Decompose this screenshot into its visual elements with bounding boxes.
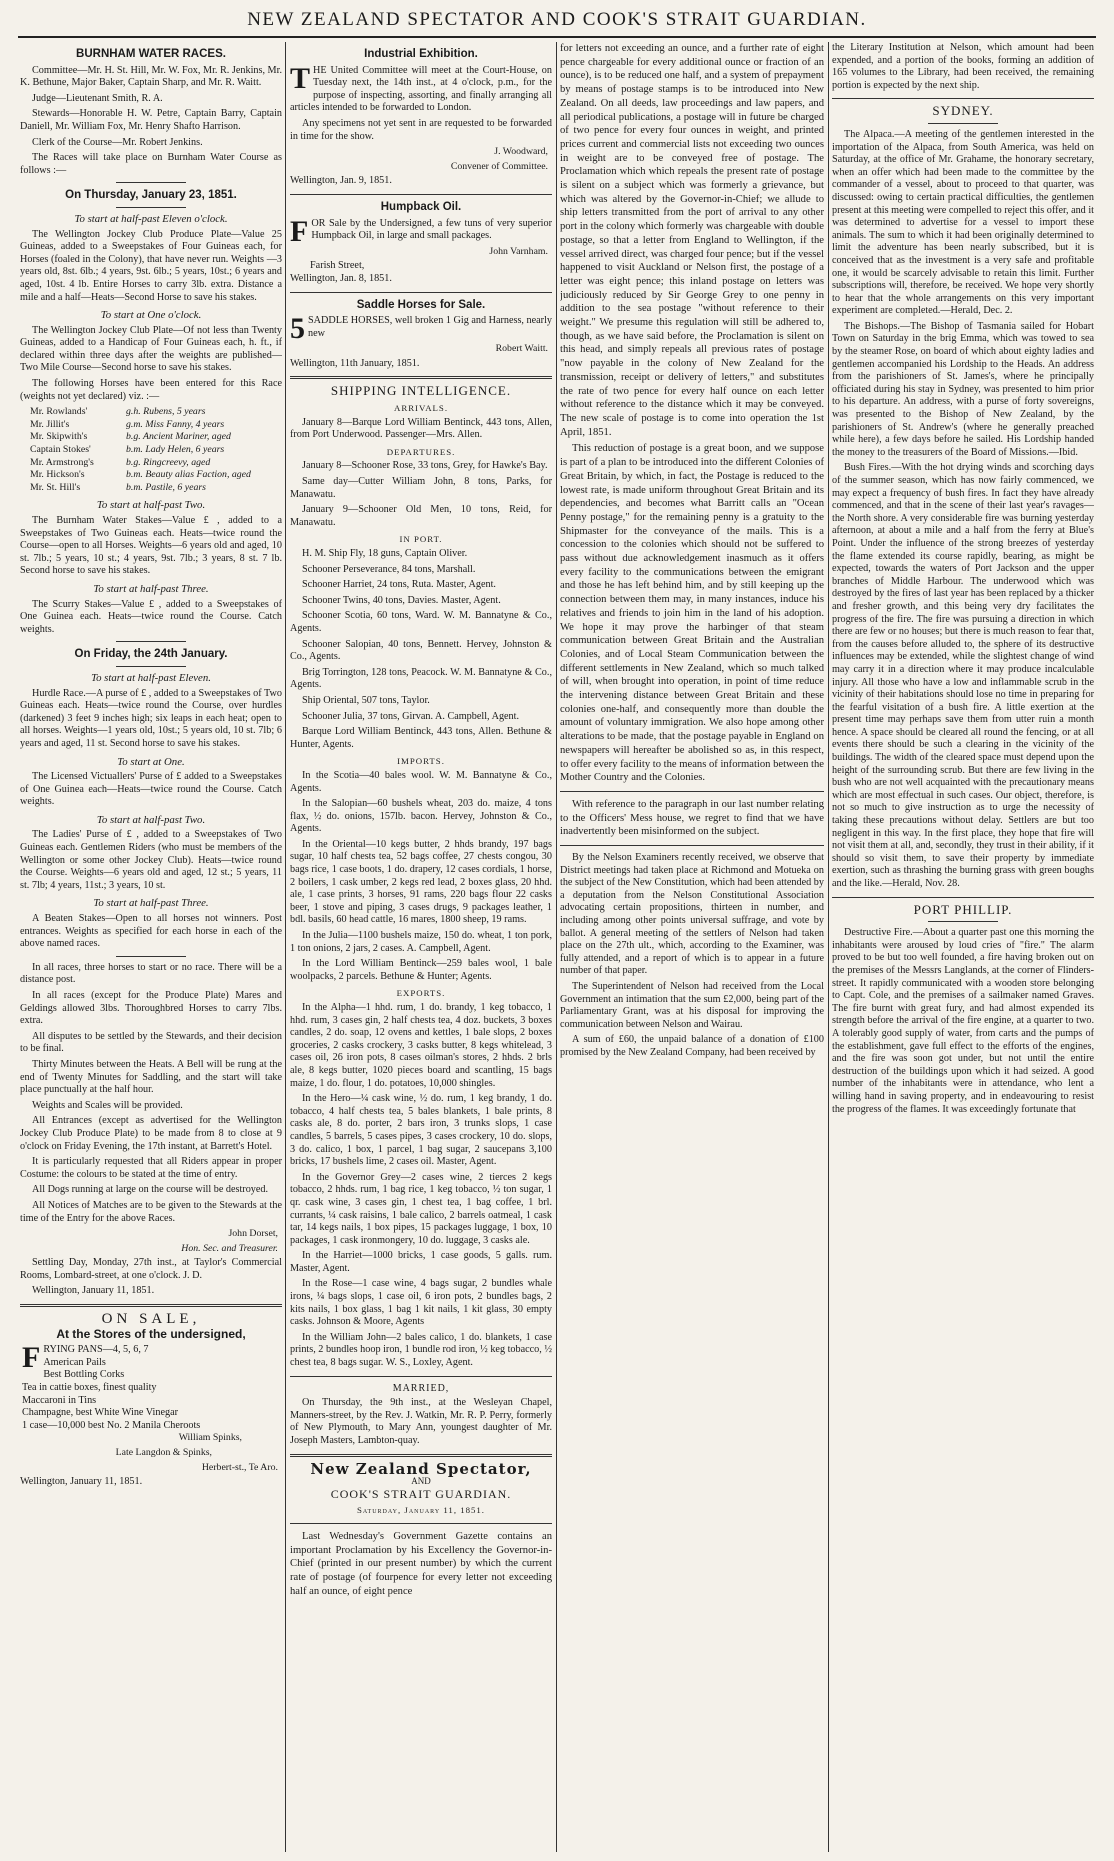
import-entry: In the Scotia—40 bales wool. W. M. Bannatyne & Co., Agents. [290,769,552,794]
departures-heading: DEPARTURES. [386,446,456,457]
race-rule: In all races (except for the Produce Plate) Mares and Geldings allowed 3lbs. Thoroughbred Horses to carry 7lbs. extra. [20,990,282,1027]
arrivals-heading: ARRIVALS. [393,403,449,414]
race-entry: Hurdle Race.—A purse of £ , added to a Sweepstakes of Two Guineas each. Heats—twice round the Course, over hurdles (darkened) 3 feet 9 inches high; six leaps in each heat; open to all horses. Weights—1 years old, 10st.; 5 years old, 10 st. 7lb; 6 years and aged, 11 st. Second horse to save his stakes. [20,687,282,749]
column-divider [556,42,557,1852]
export-entry: In the Alpha—1 hhd. rum, 1 do. brandy, 1 keg tobacco, 1 hhd. rum, 3 cases gin, 2 half chests tea, 4 doz. buckets, 3 boxes candles, 2 do. soap, 12 ovens and kettles, 1 bale slops, 2 boxes groceries, 2 casks crockery, 3 casks butter, 8 kegs whitelead, 3 cases oil, 26 iron pots, 8 cases oilman's stores, 2 hhds. 2 brls ale, 8 kegs butter, 1020 pieces board and scantling, 15 bags maize, 1 do. flour, 1 do. potatoes, 10,000 shingles. [290,1002,552,1089]
port-entry: Barque Lord William Bentinck, 443 tons, Allen. Bethune & Hunter, Agents. [290,726,552,750]
port-entry: Ship Oriental, 507 tons, Taylor. [302,694,430,706]
mess-correction: With reference to the paragraph in our last number relating to the Officers' Mess house, we regret to find that we have inadvertently been misinformed on the subject. [560,798,824,838]
column-3 [560,42,824,1852]
divider [20,1304,282,1307]
list-item: Mr. Jillit's g.m. Miss Fanny, 4 years [30,418,225,430]
exhibition-title: Industrial Exhibition. [364,48,478,60]
race-rule: It is particularly requested that all Riders appear in proper Costume: the colours to be stated at the time of entry. [20,1156,282,1180]
start-time: To start at One. [117,755,185,768]
races-place: The Races will take place on Burnham Water Course as follows :— [20,152,282,176]
list-item: Tea in cattie boxes, finest quality [22,1382,157,1394]
settling-day: Settling Day, Monday, 27th inst., at Taylor's Commercial Rooms, Lombard-street, at one o'clock. J. D. [20,1257,282,1281]
race-rule: All Entrances (except as advertised for the Wellington Jockey Club Produce Plate) to be made from 8 to close at 9 o'clock on Friday Evening, the 17th instant, at Barrett's Hotel. [20,1115,282,1152]
race-rule: In all races, three horses to start or no race. There will be a distance post. [20,961,282,986]
divider [832,98,1094,99]
married-heading: MARRIED, [392,1382,450,1394]
race-rule: All disputes to be settled by the Stewards, and their decision to be final. [20,1030,282,1055]
editorial-lead: Last Wednesday's Government Gazette contains an important Proclamation by his Excellency the Governor-in-Chief (printed in our present number) by which the current rate of postage (of fourpence for every letter not exceeding half an ounce, of eight pence [290,1530,552,1597]
shipping-title: SHIPPING INTELLIGENCE. [330,383,512,399]
start-time: To start at half-past Eleven. [91,671,211,684]
race-day-2: On Friday, the 24th January. [74,648,228,661]
paper-date: Saturday, January 11, 1851. [356,1505,486,1516]
races-judge: Judge—Lieutenant Smith, R. A. [32,92,163,104]
signature-name: John Dorset, [228,1228,278,1240]
divider [560,791,824,792]
divider [290,1454,552,1457]
export-entry: In the William John—2 bales calico, 1 do. blankets, 1 case prints, 2 bundles hoop iron, 1 bundle rod iron, ½ keg tobacco, ½ chest tea, 8 bags sugar. W. S., Loxley, Agent. [290,1331,552,1369]
start-time: To start at half-past Eleven o'clock. [74,212,228,225]
horses-sale-notice: 5 SADDLE HORSES, well broken 1 Gig and Harness, nearly new [290,312,552,346]
horses-entered: The following Horses have been entered for this Race (weights not yet declared) viz. :— [20,378,282,402]
exhibition-notice: Any specimens not yet sent in are requested to be forwarded in time for the show. [290,117,552,142]
signature-name: J. Woodward, [494,146,548,158]
divider [928,921,998,922]
column-divider [285,42,286,1852]
sale-signature: Herbert-st., Te Aro. [201,1461,278,1473]
imports-heading: IMPORTS. [397,756,445,767]
divider [290,194,552,195]
races-stewards: Stewards—Honorable H. W. Petre, Captain Barry, Captain Daniell, Mr. William Fox, Mr. Henry Shafto Harrison. [20,108,282,132]
column-4 [832,42,1094,1852]
port-entry: H. M. Ship Fly, 18 guns, Captain Oliver. [302,548,468,559]
port-entry: Schooner Twins, 40 tons, Davies. Master, Agent. [302,594,501,606]
arrival-entry: January 8—Barque Lord William Bentinck, 443 tons, Allen, from Port Underwood. Passenger—Mrs. Allen. [290,416,552,441]
port-entry: Schooner Julia, 37 tons, Girvan. A. Campbell, Agent. [302,710,520,722]
dateline: Wellington, Jan. 8, 1851. [290,272,392,284]
race-entry: The Burnham Water Stakes—Value £ , added to a Sweepstakes of Two Guineas each. Heats—twice round the Course—open to all Horses. Weights—6 years old and aged, 10 st. 7lb.; 5 years, 10 st.; 4 years, 9st. 7lb.; 3 years, 8 st. 7 lb. Second horse to save his stakes. [20,515,282,577]
races-title: BURNHAM WATER RACES. [76,48,226,60]
port-phillip-heading: PORT PHILLIP. [913,901,1013,917]
list-item: Mr. Hickson's b.m. Beauty alias Faction, aged [30,469,251,481]
masthead-rule [18,36,1096,38]
signature-name: Robert Waitt. [495,343,548,355]
start-time: To start at half-past Three. [93,582,209,595]
sale-subheading: At the Stores of the undersigned, [56,1326,246,1341]
divider [116,956,186,957]
divider [832,897,1094,898]
races-committee: Committee—Mr. H. St. Hill, Mr. W. Fox, Mr. R. Jenkins, Mr. K. Bethune, Major Baker, Captain Sharp, and Mr. R. Waitt. [20,64,282,89]
export-entry: In the Hero—¼ cask wine, ½ do. rum, 1 keg brandy, 1 do. tobacco, 4 half chests tea, 5 bales blankets, 1 bale prints, 8 casks ale, 8 do. porter, 2 bars iron, 3 trunks slops, 1 case candles, 5 barrels, 5 cases pipes, 3 cases crockery, 10 do. slops, 3 do. calico, 1 box, 1 parcel, 1 bag sugar, 2 saucepans 3,100 bricks, 17 bushels lime, 2 cases oil. Master, Agent. [290,1093,552,1168]
export-entry: In the Governor Grey—2 cases wine, 2 tierces 2 kegs tobacco, 2 hhds. rum, 1 bag rice, 1 keg tobacco, ½ ton sugar, 1 qr. cask wine, 3 cases gin, 1 chest tea, 1 bag coffee, 1 brl. currants, ¼ cask raisins, 1 bale calico, 2 barrels oatmeal, 1 cask tar, 14 kegs nails, 1 box pipes, 15 packages luggage, 1 box, 10 packages, 1 cask ironmongery, 10 do. luggage, 3 casks ale. [290,1171,552,1246]
column-2 [290,42,552,1852]
signature-title: Hon. Sec. and Treasurer. [181,1242,278,1254]
paper-and: AND [411,1476,431,1487]
oil-notice: FOR Sale by the Undersigned, a few tuns of very superior Humpback Oil, in large and small packages. [290,214,552,248]
address: Farish Street, [310,260,365,272]
race-rule: All Dogs running at large on the course will be destroyed. [32,1184,269,1196]
departure-entry: January 8—Schooner Rose, 33 tons, Grey, for Hawke's Bay. [302,460,548,472]
start-time: To start at half-past Two. [96,499,206,512]
list-item: 1 case—10,000 best No. 2 Manila Cheroots [22,1419,201,1431]
divider [116,666,186,667]
divider [116,641,186,642]
paper-title: New Zealand Spectator, [310,1459,532,1478]
editorial-paragraph: for letters not exceeding an ounce, and a further rate of eight pence chargeable for every additional ounce or fraction of an ounce), is to be reduced one half, and a system of prepayment by means of postage stamps is to be introduced into New Zealand. On all deeds, law proceedings and law papers, and all periodical publications, a postage will in future be charged of two pence for every four ounces in weight, and printed prices current and commercial lists not exceeding two ounces in weight are to be conveyed free of postage. The Proclamation which which repeals the present rate of postage is silent on a subject which was formerly a grievance, but which was altered by the Governor-in-Chief; we allude to ship letters transmitted from the port of arrival to any other port in the colony which formerly was chargeable with double postage, so that a letter from England to Wellington, if the vessel arrived direct, was charged four pence; but if the vessel happened to visit Auckland or Nelson first, the postage of a letter was eight pence; this inland postage on letters was judiciously reduced by Sir George Grey to one penny in addition to the sea postage "without reference to their weight." We presume this regulation will still be adhered to, though, as we have said before, the Proclamation is silent on this head, and simply repeals all previous rates of postage "now payable in the colony of New Zealand for the transmission, receipt or delivery of letters," and substitutes the rate of two pence for every half ounce on each letter without reference to the distance which it may be conveyed. The new scale of postage is to come into operation the 1st April, 1851. [560,43,824,438]
sydney-heading: SYDNEY. [932,103,994,119]
export-entry: In the Harriet—1000 bricks, 1 case goods, 5 galls. rum. Master, Agent. [290,1250,552,1274]
import-entry: In the Lord William Bentinck—259 bales wool, 1 bale woolpacks, 2 parcels. Bethune & Hunter; Agents. [290,958,552,982]
column-1 [20,42,282,1852]
horses-sale-title: Saddle Horses for Sale. [356,298,486,311]
list-item: Champagne, best White Wine Vinegar [22,1407,178,1419]
start-time: To start at One o'clock. [100,309,202,322]
dateline: Wellington, 11th January, 1851. [290,357,420,369]
divider [290,292,552,293]
nelson-paragraph: The Superintendent of Nelson had received from the Local Government an intimation that the sum £2,000, being part of the Parliamentary Grant, was at his disposal for improving the communication between Nelson and Wairau. [560,981,824,1030]
newspaper-page [18,42,1096,1852]
oil-title: Humpback Oil. [380,200,462,213]
signature-title: Convener of Committee. [450,160,548,172]
race-rule: Weights and Scales will be provided. [32,1099,183,1111]
list-item: Mr. St. Hill's b.m. Pastile, 6 years [30,481,206,493]
race-rule: Thirty Minutes between the Heats. A Bell will be rung at the end of Twenty Minutes for Saddling, and the start will take place punctually at the half hour. [20,1058,282,1096]
list-item: Mr. Armstrong's b.g. Ringcreevy, aged [30,456,211,468]
column-divider [828,42,829,1852]
race-entry: The Licensed Victuallers' Purse of £ added to a Sweepstakes of One Guinea each—Heats—twice round the Course. Catch weights. [20,771,282,808]
masthead: NEW ZEALAND SPECTATOR AND COOK'S STRAIT GUARDIAN. [247,9,867,30]
start-time: To start at half-past Two. [96,813,206,826]
divider [116,182,186,183]
race-entry: The Ladies' Purse of £ , added to a Sweepstakes of Two Guineas each. Gentlemen Riders (who must be members of the Wellington or some other Jockey Club). Heats—twice round the Course. Weights—6 years old and aged, 12 st.; 5 years, 11 st. 7lb; 4 years, 11st.; 3 years, 10 st. [20,829,282,891]
sale-heading: ON SALE, [101,1311,201,1328]
exhibition-notice: THE United Committee will meet at the Court-House, on Tuesday next, the 14th inst., at 4 o'clock, p.m., for the purpose of inspecting, assorting, and finally arranging all articles intended to be forwarded to London. [290,61,552,114]
import-entry: In the Salopian—60 bushels wheat, 203 do. maize, 4 tons flax, ½ do. onions, 157lb. bacon. Hervey, Johnston & Co., Agents. [290,798,552,835]
list-item: Best Bottling Corks [43,1369,125,1381]
departure-entry: January 9—Schooner Old Men, 10 tons, Reid, for Manawatu. [290,504,552,528]
race-entry: The Scurry Stakes—Value £ , added to a Sweepstakes of One Guinea each. Heats—twice round the Course. Catch weights. [20,598,282,635]
race-day-1: On Thursday, January 23, 1851. [65,189,237,202]
marriage-notice: On Thursday, the 9th inst., at the Wesleyan Chapel, Manners-street, by the Rev. J. Watkin, Mr. R. P. Perry, formerly of New Plymouth, to Mary Ann, youngest daughter of Mr. Joseph Masters, Lambton-quay. [290,1397,552,1446]
horse-list [30,406,282,494]
exports-heading: EXPORTS. [396,988,446,999]
sale-signature: Late Langdon & Spinks, [115,1447,212,1458]
nelson-paragraph: By the Nelson Examiners recently received, we observe that District meetings had taken place at Richmond and Motueka on the subject of the New Constitution, which had been attended by a deputation from the Nelson Constitutional Association advocating certain propositions, thirteen in number, and including among other points universal suffrage, and vote by ballot. A general meeting of the settlers of Nelson had taken place on the 27th ult., which, according to the Examiner, was fully attended, and a report of which is to appear in a future number of that paper. [560,852,824,977]
sydney-fires: Bush Fires.—With the hot drying winds and scorching days of the summer season, which has now fairly commenced, we may expect a frequency of bush fires. In fact they have already commenced, and that in the scene of their last year's ravages—the North shore. A very considerable fire was burning yesterday afternoon, at about a mile and a half from the ferry at Blue's Point. Under the influence of the strong breezes of yesterday the flame extended its course rapidly, bearing, as might be expected, towards the waters of Port Jackson and the upper branches of Middle Harbour. The underwood which was destroyed by the fires of last year has been replaced by a thicker and fresher growth, and this being very dry facilitates the progress of the fire. The fire was pursuing a direction in which there are few or no houses; but there is much reason to fear that, from the causes before alluded to, the sphere of its destructive influences may be extended, while the slightest change of wind may carry it in a direction where it may produce incalculable injury. All those who have a low and inflammable scrub in the vicinity of their habitations should lose no time in preparing for the fearful visitation of a bush fire. A little exertion at the present time may perhaps save them from utter ruin a month hence. A space should be cleared all round the fencing, or at all events there should be such a clearing in the vicinity of the buildings. The width of the cleared space must depend upon the height of the surrounding scrub. But there are few living in the bush who are not well acquainted with the precautionary means which are most effectual in such cases. Our object, therefore, is not so much to give instruction as to urge the necessity of taking these precautions without delay. Settlers are but too negligent in this way. In the first place, they hope that fire will not visit them at all, and, secondly, they trust in their ability, if it should so visit them, to save their property by immediate exertion, such as thrashing the burning grass with green boughs and the like.—Herald, Nov. 28. [832,462,1094,889]
sydney-bishops: The Bishops.—The Bishop of Tasmania sailed for Hobart Town on Saturday in the brig Emma, which was towed to sea by the steamer Rose, on board of which about eighty ladies and gentlemen accompanied his Lordship to the Heads. An address from the parishioners of St. James's, where he principally officiated during his stay in Sydney, was presented to him prior to his departure. An address, with a purse of forty sovereigns, was presented to the Bishop of New Zealand, by the parishioners of St. Andrew's (where he generally preached while here), a few days before he sailed. His Lordship handed the money to the treasurers of the Board of Missions.—Ibid. [832,320,1094,458]
editorial-paragraph: This reduction of postage is a great boon, and we suppose is part of a plan to be introduced into the different Colonies of Great Britain, by which, in fact, the Postage is reduced to the lowest rate, is made uniform throughout Great Britain and its dependencies, and becomes what Barritt calls an "Ocean Penny postage," for the remaining penny is a gratuity to the Shipmaster for the conveyance of the mails. This is a concession to the colonies which should not be suffered to pass without due acknowledgement inasmuch as it offers every facility to the communications between the emigrant and those he has left behind him, and by still keeping up the connection between them may, in many instances, induce his relatives and friends to join him in the land of his adoption. We hope it may prove the harbinger of that steam communication between Great Britain and the Australian Colonies, and of Local Steam Communication between the different settlements in New Zealand, which so much talked of will, when brought into operation, in point of time reduce the intervening distance between Great Britain and these colonies one-half, and consequently more than double the amount of voluntary immigration. We also hope among other alterations to be made, that the postage payable in England on newspapers will hereafter be abolished so as, in this respect, to offer every facility to the means of information between the Mother Country and the Colonies. [560,443,824,784]
port-entry: Schooner Salopian, 40 tons, Bennett. Hervey, Johnston & Co., Agents. [290,638,552,663]
races-clerk: Clerk of the Course—Mr. Robert Jenkins. [32,136,203,148]
divider [116,207,186,208]
list-item: American Pails [43,1356,106,1368]
sale-signature: William Spinks, [178,1432,242,1444]
list-item: RYING PANS—4, 5, 6, 7 [43,1344,149,1356]
drop-cap: F [22,1341,41,1375]
paper-subtitle: COOK'S STRAIT GUARDIAN. [330,1486,512,1501]
divider [290,1376,552,1377]
race-entry: The Wellington Jockey Club Produce Plate—Value 25 Guineas, added to a Sweepstakes of Four Guineas each, for Horses (foaled in the Colony), that have never run. Weights —3 years old, 8st. 6lb.; 4 years, 9st. 6lb.; 5 years, 10st.; 6 years and aged, 10st. 4 lb. Entire Horses to carry 3lb. extra. Distance a mile and a half—Heats—Second Horse to save his stakes. [20,228,282,303]
divider [560,845,824,846]
signature-name: John Varnham. [489,245,548,257]
dateline: Wellington, Jan. 9, 1851. [290,175,392,187]
export-entry: In the Rose—1 case wine, 4 bags sugar, 2 bundles whale irons, ¼ bags slops, 1 case oil, 6 iron pots, 2 bundles bags, 2 kits nails, 1 box glass, 1 bag 1 kit nails, 1 kit glass, 30 empty casks. Johnson & Moore, Agents [290,1278,552,1328]
list-item: Mr. Rowlands' g.h. Rubens, 5 years [30,406,206,418]
divider [290,1523,552,1524]
import-entry: In the Oriental—10 kegs butter, 2 hhds brandy, 197 bags sugar, 10 half chests tea, 52 bags coffee, 27 chests congou, 30 bags rice, 1 case boots, 1 do. drapery, 12 cases cordials, 1 horse, 2 boilers, 1 cask umber, 2 kegs red lead, 2 boxes glass, 20 hhd. ale, 1 case prints, 3 horses, 91 rams, 220 bags flour 22 casks beer, 1 stove and piping, 3 cases drugs, 9 packages leather, 1 bdl. basils, 60 head cattle, 16 mares, 1800 sheep, 19 rams. [290,838,552,926]
in-port-heading: IN PORT. [399,534,443,545]
divider [928,123,998,124]
start-time: To start at half-past Three. [93,897,209,910]
destructive-fire: Destructive Fire.—About a quarter past one this morning the inhabitants were aroused by loud cries of "fire." The alarm proved to be but too well founded, a fire having broken out on the premises of the Messrs Langlands, at the corner of Flinders-street. It rapidly communicated with a wooden store belonging to Capt. Cole, and the premises of a sailmaker named Graves. The fire burnt with great fury, and had almost expended its strength before the arrival of the fire engine, at a quarter to two. A tolerably good supply of water, from carts and the pumps of the establishment, gave full effect to the efforts of the engines, and the fire was soon got under, but not until the entire destruction of the buildings upon which it had seized. A good number of the inhabitants were in attendance, who lent a willing hand in saving property, and in endeavouring to resist the progress of the flames. It was exceedingly fortunate that [832,927,1094,1115]
nelson-continued: the Literary Institution at Nelson, which amount had been expended, and a portion of the books, forming an addition of 165 volumes to the Library, had been received, the remaining portion is expected by the next ship. [832,42,1094,91]
list-item: Mr. Skipwith's b.g. Ancient Mariner, aged [30,431,231,443]
port-entry: Schooner Perseverance, 84 tons, Marshall. [302,563,476,575]
port-entry: Brig Torrington, 128 tons, Peacock. W. M. Bannatyne & Co., Agents. [290,666,552,691]
nelson-paragraph: A sum of £60, the unpaid balance of a donation of £100 promised by the New Zealand Company, had been received by [560,1034,824,1058]
port-entry: Schooner Scotia, 60 tons, Ward. W. M. Bannatyne & Co., Agents. [290,610,552,634]
list-item: Maccaroni in Tins [22,1394,97,1406]
sale-list [22,1341,282,1432]
divider [290,376,552,379]
sydney-alpaca: The Alpaca.—A meeting of the gentlemen interested in the importation of the Alpaca, from South America, was held on Saturday, at the office of Mr. Grahame, the honorary secretary, when an offer which had been made to the committee by the commander of a vessel, about to proceed to that quarter, was discussed: owing to certain practical difficulties, the gentlemen present at this meeting were compelled to reject this offer, and it was determined to advertise for a vessel to import these animals. The sum to which it had been originally determined to limit the adventure has been nearly subscribed, but it is conceived that as the investment is a very safe and profitable one, it would be scarcely advisable to retain this limit. Further subscriptions will, therefore, be received. We hope very shortly to hear that the whole arrangements on this very important experiment are completed.—Herald, Dec. 2. [832,128,1094,317]
race-rule: All Notices of Matches are to be given to the Stewards at the time of the Entry for the above Races. [20,1199,282,1224]
import-entry: In the Julia—1100 bushels maize, 150 do. wheat, 1 ton pork, 1 ton onions, 2 jars, 2 cases. A. Campbell, Agent. [290,930,552,954]
dateline: Wellington, January 11, 1851. [20,1476,143,1488]
race-entry: The Wellington Jockey Club Plate—Of not less than Twenty Guineas, added to a Handicap of Four Guineas each, h. ft., if declared within three days after the weights are published—Two Mile Course—Second horse to save his stakes. [20,324,282,374]
departure-entry: Same day—Cutter William John, 8 tons, Parks, for Manawatu. [290,476,552,500]
list-item: Captain Stokes' b.m. Lady Helen, 6 years [30,444,225,456]
dateline: Wellington, January 11, 1851. [32,1285,155,1297]
race-entry: A Beaten Stakes—Open to all horses not winners. Post entrances. Weights as specified for each horse in each of the above named races. [20,913,282,950]
port-entry: Schooner Harriet, 24 tons, Ruta. Master, Agent. [302,579,496,591]
